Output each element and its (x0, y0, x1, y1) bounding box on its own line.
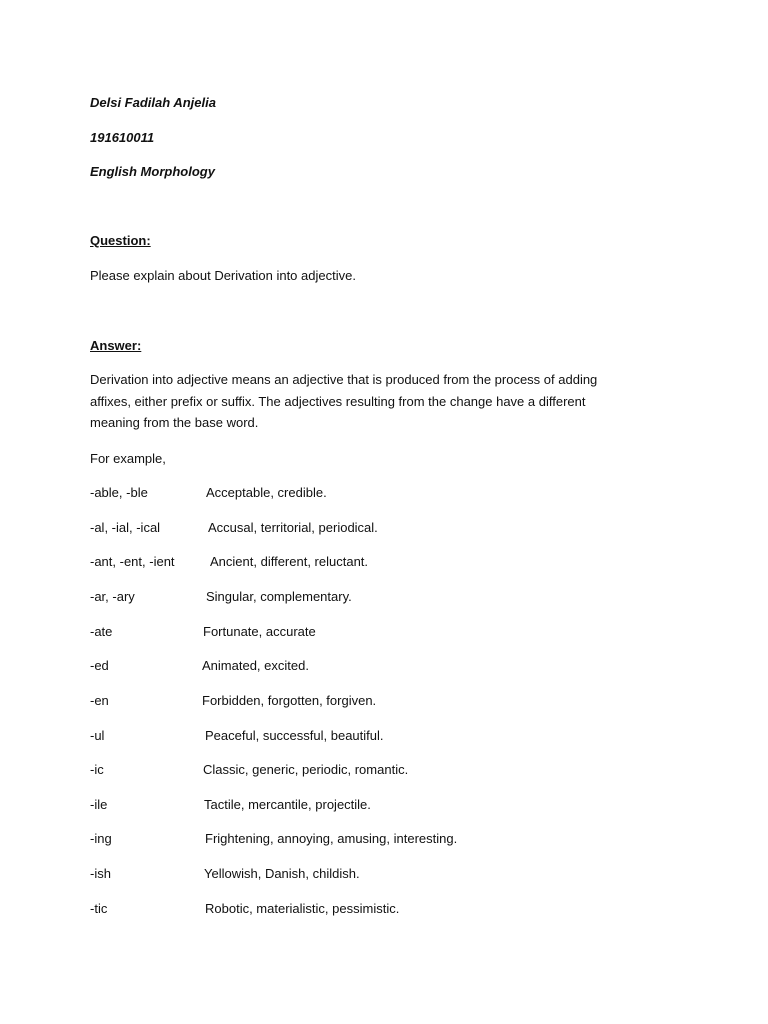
example-suffix: -ar, -ary (90, 589, 135, 604)
author-name: Delsi Fadilah Anjelia (90, 95, 216, 110)
example-suffix: -en (90, 693, 109, 708)
example-words: Singular, complementary. (206, 589, 352, 604)
question-heading: Question: (90, 233, 151, 248)
example-suffix: -ate (90, 624, 113, 639)
answer-paragraph-line: affixes, either prefix or suffix. The adjectives resulting from the change have a different (90, 393, 586, 409)
student-id: 191610011 (90, 130, 155, 145)
example-words: Animated, excited. (202, 658, 309, 673)
answer-paragraph-line: Derivation into adjective means an adjective that is produced from the process of adding (90, 372, 598, 387)
example-suffix: -ul (90, 728, 105, 743)
answer-heading: Answer: (90, 338, 142, 353)
question-text: Please explain about Derivation into adjective. (90, 268, 356, 283)
example-suffix: -ile (90, 797, 108, 812)
example-suffix: -ing (90, 831, 112, 846)
example-words: Robotic, materialistic, pessimistic. (205, 901, 400, 916)
example-words: Forbidden, forgotten, forgiven. (202, 693, 377, 708)
example-suffix: -tic (90, 901, 108, 916)
example-intro: For example, (90, 451, 166, 466)
example-suffix: -ant, -ent, -ient (90, 554, 175, 569)
answer-paragraph-line: meaning from the base word. (90, 415, 259, 430)
example-suffix: -al, -ial, -ical (90, 520, 161, 535)
example-words: Fortunate, accurate (203, 624, 316, 639)
example-words: Frightening, annoying, amusing, interesting. (205, 831, 458, 846)
example-words: Classic, generic, periodic, romantic. (203, 762, 409, 777)
example-words: Yellowish, Danish, childish. (204, 866, 360, 881)
example-words: Ancient, different, reluctant. (210, 554, 369, 569)
example-words: Tactile, mercantile, projectile. (204, 797, 371, 812)
example-words: Acceptable, credible. (206, 485, 327, 500)
example-suffix: -ic (90, 762, 104, 777)
course-title: English Morphology (90, 164, 215, 179)
example-suffix: -ed (90, 658, 109, 673)
example-words: Peaceful, successful, beautiful. (205, 728, 384, 743)
example-suffix: -able, -ble (90, 485, 148, 500)
example-words: Accusal, territorial, periodical. (208, 520, 378, 535)
answer-paragraph (90, 369, 650, 434)
example-suffix: -ish (90, 866, 111, 881)
